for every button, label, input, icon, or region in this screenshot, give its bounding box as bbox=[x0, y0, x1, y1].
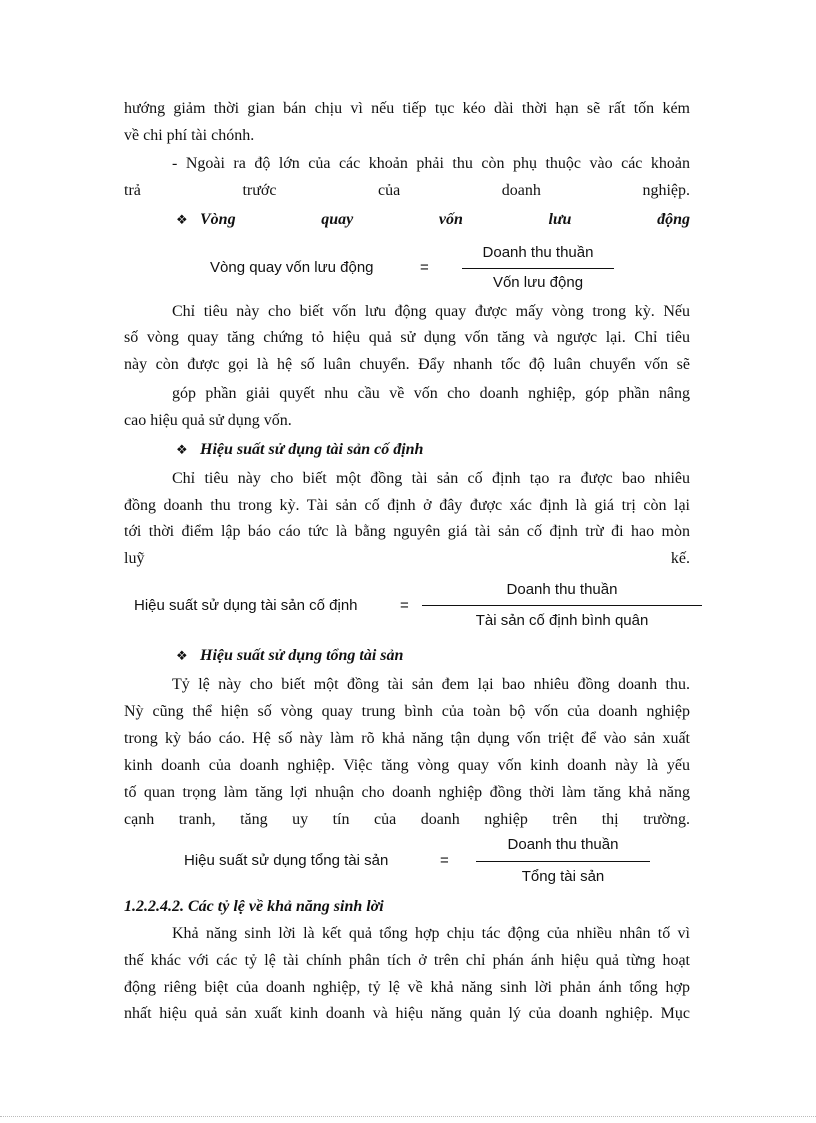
text-line: thế khác với các tỷ lệ tài chính phân tích ở trên chỉ phán ánh hiệu quả từng hoạt bbox=[124, 952, 690, 969]
text-line: động riêng biệt của doanh nghiệp, tỷ lệ về khả năng sinh lời phản ánh tổng hợp bbox=[124, 979, 690, 996]
text-line: trả trước của doanh nghiệp. bbox=[124, 182, 690, 199]
bullet-diamond-icon: ❖ bbox=[176, 648, 188, 663]
text-line: tố quan trọng làm tăng lợi nhuận cho doanh nghiệp đồng thời làm tăng khả năng bbox=[124, 784, 690, 801]
formula-numerator: Doanh thu thuần bbox=[506, 581, 618, 598]
formula-numerator: Doanh thu thuần bbox=[482, 244, 594, 261]
formula-equals: = bbox=[400, 597, 409, 614]
formula-label: Vòng quay vốn lưu động bbox=[210, 259, 374, 276]
formula-label: Hiệu suất sử dụng tổng tài sản bbox=[184, 852, 389, 869]
text-line: tới thời điểm lập báo cáo tức là bằng nguyên giá tài sản cố định trừ đi hao mòn bbox=[124, 523, 690, 540]
text-line: Tỷ lệ này cho biết một đồng tài sản đem lại bao nhiêu đồng doanh thu. bbox=[172, 676, 690, 693]
fraction-bar bbox=[476, 861, 650, 862]
fraction-bar bbox=[422, 605, 702, 606]
formula-denominator: Vốn lưu động bbox=[492, 274, 584, 291]
text-line: Chỉ tiêu này cho biết một đồng tài sản cố định tạo ra được bao nhiêu bbox=[172, 470, 690, 487]
subsection-heading: 1.2.2.4.2. Các tỷ lệ về khả năng sinh lời bbox=[124, 898, 384, 915]
bullet-diamond-icon: ❖ bbox=[176, 442, 188, 457]
formula-denominator: Tổng tài sản bbox=[521, 868, 605, 885]
formula-equals: = bbox=[440, 852, 449, 869]
text-line: về chi phí tài chónh. bbox=[124, 127, 255, 144]
text-line: này còn được gọi là hệ số luân chuyển. Đẩy nhanh tốc độ luân chuyển vốn sẽ bbox=[124, 356, 690, 373]
section-heading: Vòng quay vốn lưu động bbox=[200, 211, 690, 228]
text-line: Chỉ tiêu này cho biết vốn lưu động quay được mấy vòng trong kỳ. Nếu bbox=[172, 303, 690, 320]
text-line: số vòng quay tăng chứng tỏ hiệu quả sử dụng vốn tăng và ngược lại. Chỉ tiêu bbox=[124, 329, 690, 346]
formula-numerator: Doanh thu thuần bbox=[507, 836, 619, 853]
text-line: kinh doanh của doanh nghiệp. Việc tăng vòng quay vốn kinh doanh này là yếu bbox=[124, 757, 690, 774]
text-line: đồng doanh thu trong kỳ. Tài sản cố định ở đây được xác định là giá trị còn lại bbox=[124, 497, 690, 514]
fraction-bar bbox=[462, 268, 614, 269]
text-line: Khả năng sinh lời là kết quả tổng hợp chịu tác động của nhiều nhân tố vì bbox=[172, 925, 690, 942]
formula-equals: = bbox=[420, 259, 429, 276]
text-line: hướng giảm thời gian bán chịu vì nếu tiếp tục kéo dài thời hạn sẽ rất tốn kém bbox=[124, 100, 690, 117]
text-line: cao hiệu quả sử dụng vốn. bbox=[124, 412, 292, 429]
text-line: luỹ kế. bbox=[124, 550, 690, 567]
text-line: cạnh tranh, tăng uy tín của doanh nghiệp trên thị trường. bbox=[124, 811, 690, 828]
bullet-diamond-icon: ❖ bbox=[176, 212, 188, 227]
formula-denominator: Tài sản cố định bình quân bbox=[475, 612, 649, 629]
text-line: - Ngoài ra độ lớn của các khoản phải thu còn phụ thuộc vào các khoản bbox=[172, 155, 690, 172]
page-edge-divider bbox=[0, 1116, 816, 1117]
section-heading: Hiệu suất sử dụng tài sản cố định bbox=[200, 441, 424, 458]
text-line: nhất hiệu quả sản xuất kinh doanh và hiệu năng quản lý của doanh nghiệp. Mục bbox=[124, 1005, 690, 1022]
text-line: góp phần giải quyết nhu cầu về vốn cho doanh nghiệp, góp phần nâng bbox=[172, 385, 690, 402]
text-line: trong kỳ báo cáo. Hệ số này làm rõ khả năng tận dụng vốn triệt để vào sản xuất bbox=[124, 730, 690, 747]
text-line: Nỳ cũng thể hiện số vòng quay trung bình của toàn bộ vốn của doanh nghiệp bbox=[124, 703, 690, 720]
section-heading: Hiệu suất sử dụng tổng tài sản bbox=[200, 647, 404, 664]
formula-label: Hiệu suất sử dụng tài sản cố định bbox=[134, 597, 358, 614]
